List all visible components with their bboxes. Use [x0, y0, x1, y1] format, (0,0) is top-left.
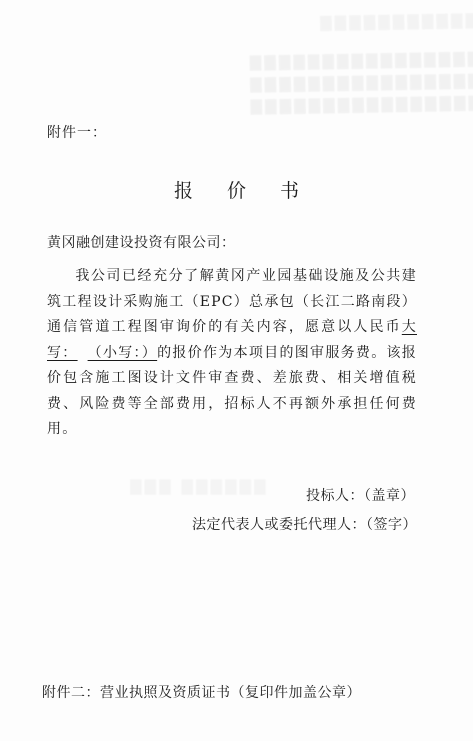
- representative-signature-line: 法定代表人或委托代理人：（签字）: [192, 517, 417, 533]
- bidder-signature-line: 投标人：（盖章）: [306, 488, 415, 504]
- capital-amount-label: 大写：: [47, 319, 417, 361]
- small-amount-label: （小写：）: [87, 344, 158, 361]
- attachment-two-label: 附件二：营业执照及资质证书（复印件加盖公章）: [42, 685, 361, 701]
- addressee: 黄冈融创建设投资有限公司：: [47, 235, 236, 251]
- body-text-part2: 的报价作为本项目的图审服务费。该报价包含施工图设计文件审查费、差旅费、相关增值税费、风险费等全部费用，招标人不再额外承担任何费用。: [47, 344, 417, 437]
- body-text-part1: 我公司已经充分了解黄冈产业园基础设施及公共建筑工程设计采购施工（EPC）总承包（长江二路南段）通信管道工程图审询价的有关内容，愿意以人民币: [47, 268, 417, 335]
- attachment-one-label: 附件一：: [47, 125, 107, 141]
- quotation-body: [47, 264, 417, 443]
- bleed-through-text: [320, 9, 473, 34]
- bleed-through-text: [249, 45, 473, 117]
- document-title: 报 价 书: [173, 180, 314, 202]
- bleed-through-text: [130, 475, 269, 497]
